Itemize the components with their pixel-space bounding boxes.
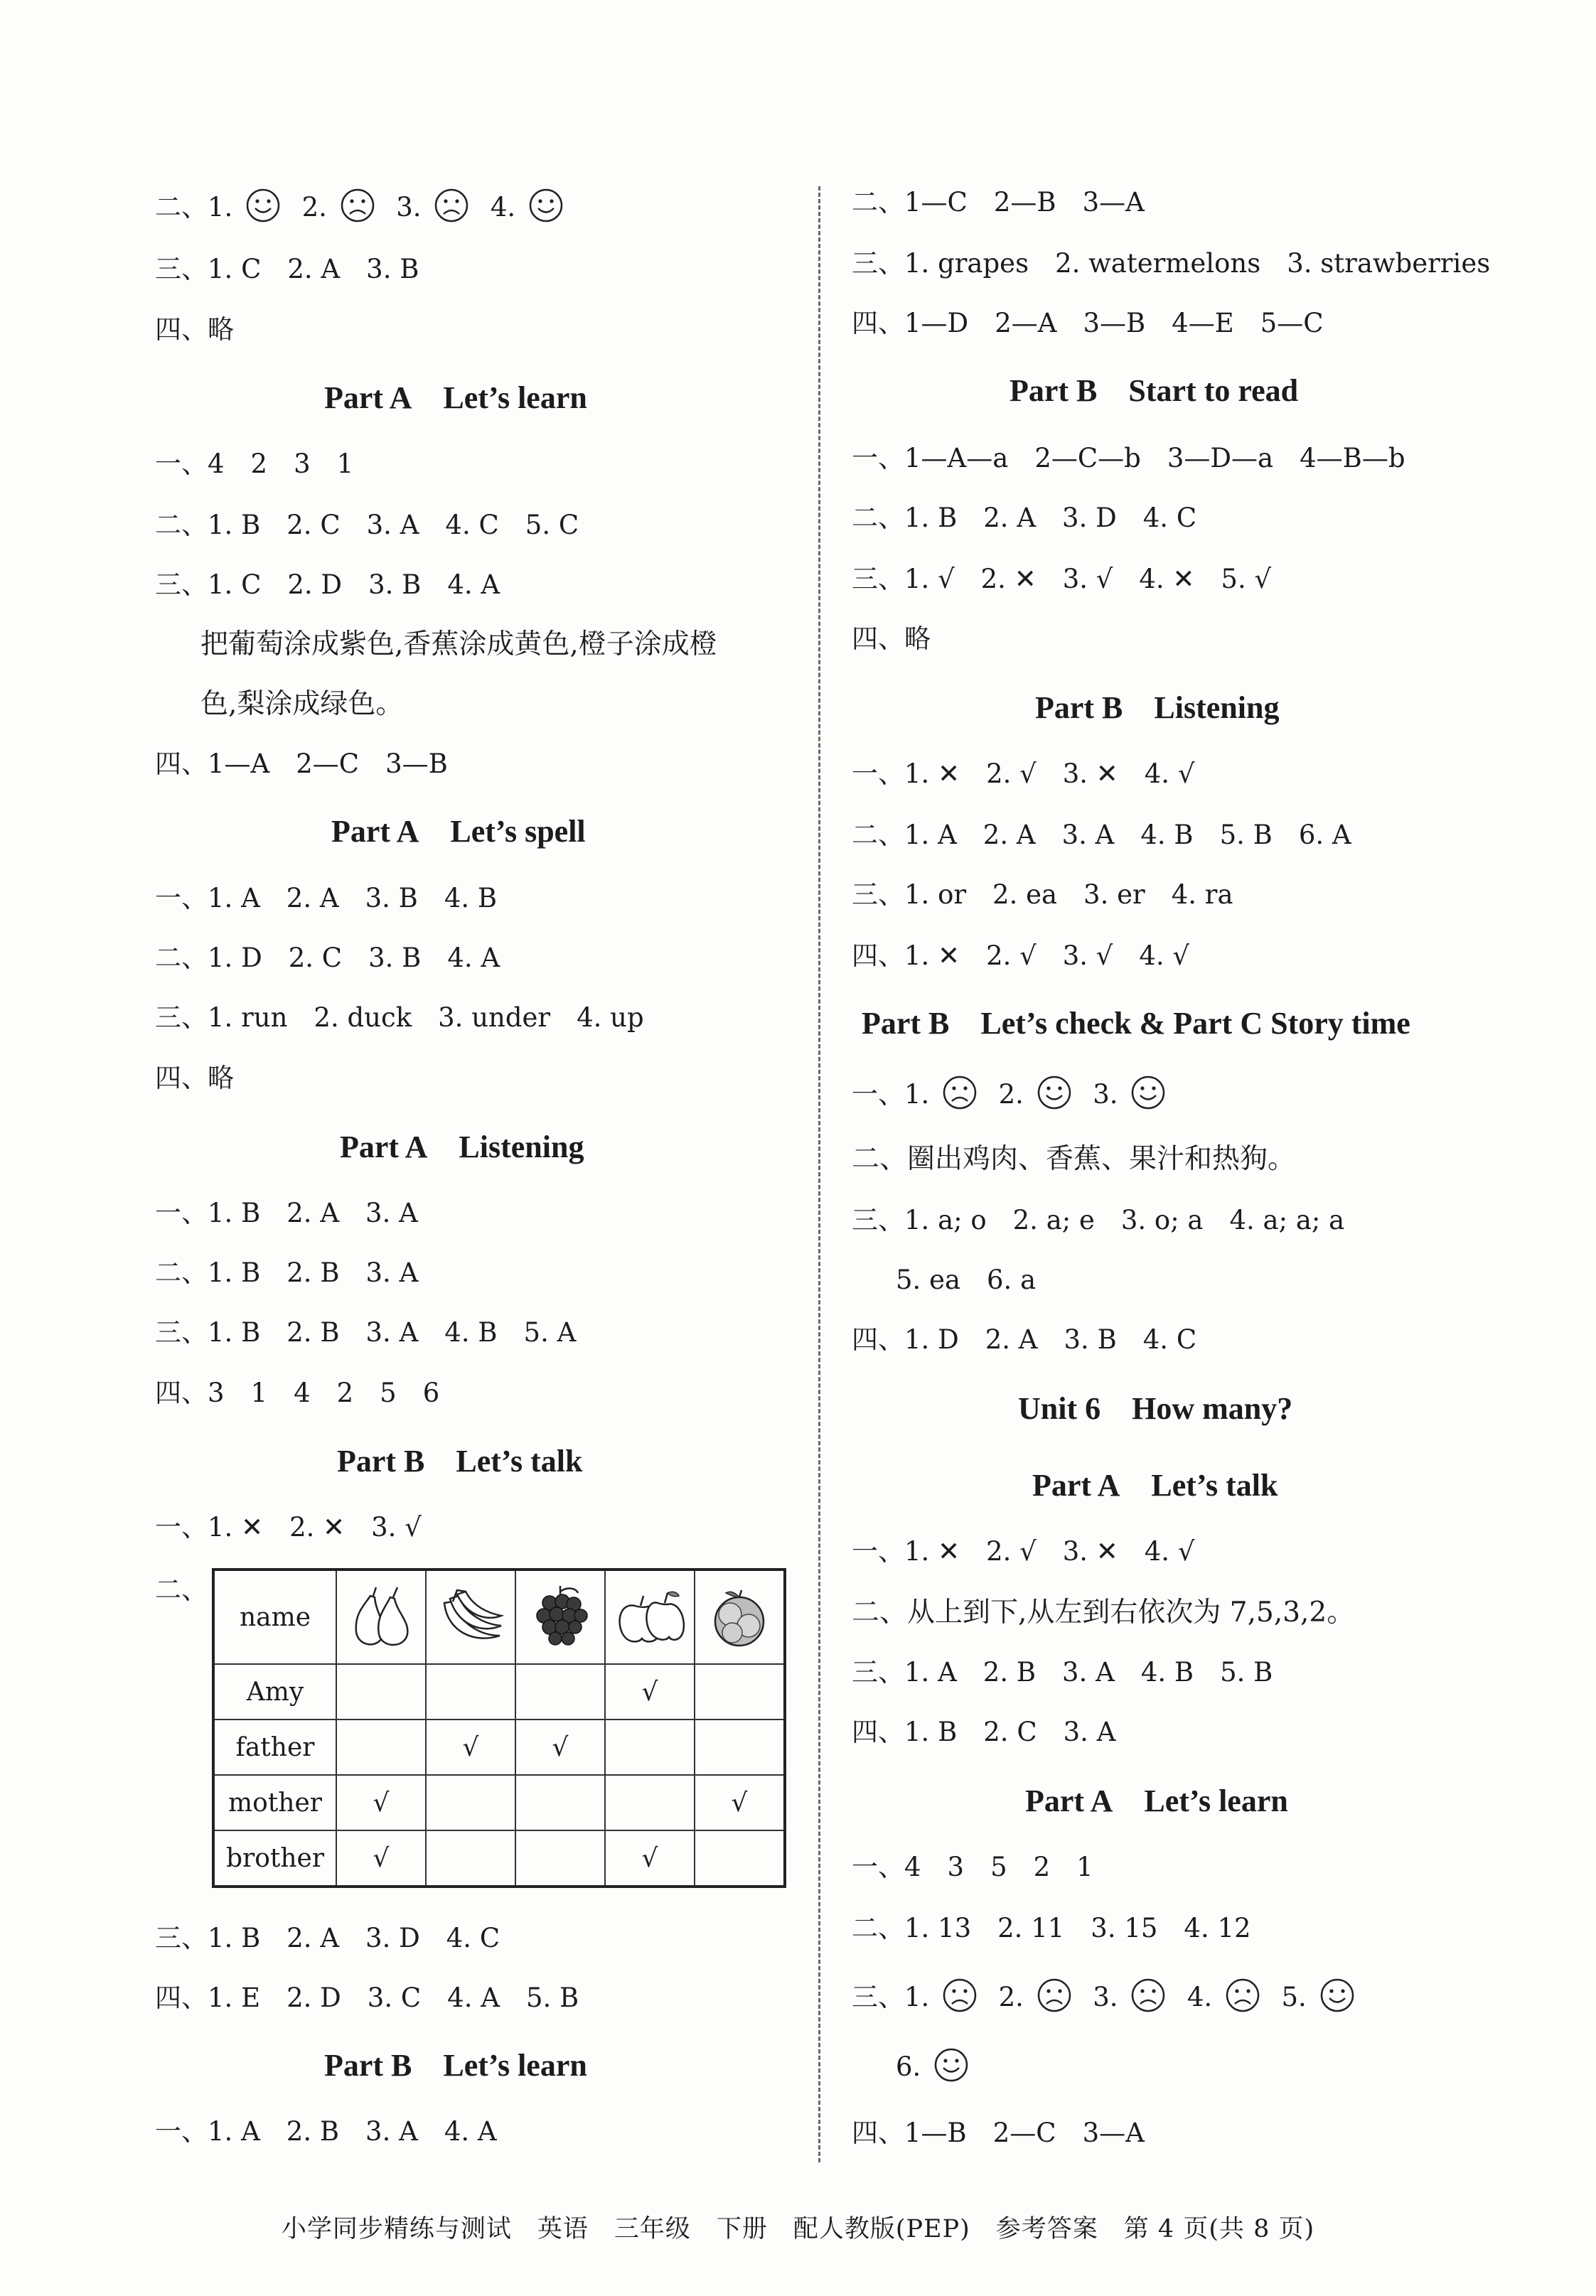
table-cell — [695, 1664, 785, 1720]
table-cell: √ — [515, 1720, 605, 1775]
item-label: 3. — [1093, 1079, 1118, 1110]
sad-face-icon — [1130, 1978, 1166, 2013]
heading-part: Part A — [1025, 1783, 1113, 1818]
orange-icon — [695, 1570, 785, 1664]
table-cell — [426, 1830, 515, 1887]
heading-title: Start to read — [1128, 373, 1299, 408]
table-cell: √ — [605, 1830, 695, 1887]
answer-line: 一、1. B 2. A 3. A — [155, 1198, 418, 1228]
table-cell: √ — [695, 1775, 785, 1830]
sad-face-icon — [942, 1075, 978, 1110]
heading-part: Unit 6 — [1018, 1391, 1101, 1426]
row-name-cell: brother — [213, 1830, 336, 1887]
item-label: 二、1. — [155, 192, 233, 222]
answer-line: 三、1. √ 2. ✕ 3. √ 4. ✕ 5. √ — [852, 564, 1272, 594]
sad-face-icon — [340, 188, 375, 223]
answer-line: 四、1. E 2. D 3. C 4. A 5. B — [155, 1983, 579, 2013]
answer-line: 四、略 — [155, 314, 234, 345]
answer-line: 三、1. B 2. A 3. D 4. C — [155, 1923, 500, 1953]
table-cell — [515, 1664, 605, 1720]
header-name-cell: name — [213, 1570, 336, 1664]
table-cell — [426, 1775, 515, 1830]
answer-line: 三、1. C 2. D 3. B 4. A — [155, 569, 500, 600]
pear-icon — [336, 1570, 426, 1664]
row-name-cell: father — [213, 1720, 336, 1775]
answer-line: 二、1. B 2. C 3. A 4. C 5. C — [155, 510, 579, 540]
answer-line: 5. ea 6. a — [896, 1265, 1037, 1295]
table-cell — [695, 1720, 785, 1775]
answer-line-faces — [852, 1978, 1359, 2017]
section-heading — [331, 810, 586, 853]
sad-face-icon — [434, 188, 469, 223]
smile-face-icon — [528, 188, 564, 223]
table-cell — [515, 1775, 605, 1830]
answer-line-faces — [896, 2047, 973, 2086]
item-label: 一、1. — [852, 1079, 930, 1110]
page-footer: 小学同步精练与测试 英语 三年级 下册 配人教版(PEP) 参考答案 第 4 页(共 8 页) — [281, 2215, 1315, 2243]
smile-face-icon — [1319, 1978, 1355, 2013]
section-heading — [324, 2044, 587, 2087]
answer-line: 二、圈出鸡肉、香蕉、果汁和热狗。 — [852, 1143, 1296, 1175]
section-heading — [1025, 1780, 1288, 1823]
column-divider — [818, 186, 820, 2162]
answer-line: 二、1. D 2. C 3. B 4. A — [155, 943, 500, 973]
answer-line: 四、3 1 4 2 5 6 — [155, 1378, 440, 1408]
answer-line: 三、1. grapes 2. watermelons 3. strawberries — [852, 248, 1491, 279]
heading-part: Part A — [340, 1130, 428, 1164]
table-cell — [605, 1720, 695, 1775]
answer-line: 二、1—C 2—B 3—A — [852, 187, 1145, 218]
answer-line: 一、4 2 3 1 — [155, 449, 354, 479]
sad-face-icon — [1037, 1978, 1072, 2013]
table-row — [213, 1775, 785, 1830]
answer-line: 四、略 — [852, 623, 931, 654]
heading-title: Let’s talk — [456, 1444, 583, 1479]
heading-part: Part A — [324, 380, 412, 415]
item-label: 2. — [998, 1079, 1024, 1110]
smile-face-icon — [1130, 1075, 1166, 1110]
fruit-preference-table — [212, 1568, 786, 1888]
apple-icon — [605, 1570, 695, 1664]
answer-line: 四、1. ✕ 2. √ 3. √ 4. √ — [852, 940, 1189, 971]
banana-icon — [426, 1570, 515, 1664]
answer-line: 二、1. B 2. B 3. A — [155, 1257, 419, 1288]
sad-face-icon — [1225, 1978, 1260, 2013]
heading-title: Let’s learn — [443, 2048, 587, 2083]
answer-line: 三、1. or 2. ea 3. er 4. ra — [852, 879, 1233, 910]
answer-line: 一、1. ✕ 2. ✕ 3. √ — [155, 1512, 422, 1543]
table-cell: √ — [336, 1775, 426, 1830]
answer-line: 把葡萄涂成紫色,香蕉涂成黄色,橙子涂成橙 — [200, 628, 717, 660]
table-cell — [695, 1830, 785, 1887]
answer-line: 二、 — [155, 1575, 208, 1605]
table-cell: √ — [426, 1720, 515, 1775]
item-label: 4. — [490, 192, 516, 222]
answer-line: 三、1. A 2. B 3. A 4. B 5. B — [852, 1657, 1273, 1688]
answer-line: 三、1. C 2. A 3. B — [155, 254, 419, 284]
heading-part: Part B — [324, 2048, 412, 2083]
heading-part: Part B — [1009, 373, 1098, 408]
answer-line: 三、1. B 2. B 3. A 4. B 5. A — [155, 1317, 577, 1348]
section-heading — [1035, 687, 1279, 729]
answer-line-faces — [852, 1075, 1170, 1114]
answer-line: 一、1. ✕ 2. √ 3. ✕ 4. √ — [852, 1536, 1195, 1567]
sad-face-icon — [942, 1978, 978, 2013]
answer-line: 二、从上到下,从左到右依次为 7,5,3,2。 — [852, 1597, 1355, 1629]
table-header-row — [213, 1570, 785, 1664]
answer-line: 一、4 3 5 2 1 — [852, 1852, 1093, 1882]
table-cell — [605, 1775, 695, 1830]
table-cell: √ — [605, 1664, 695, 1720]
answer-line: 三、1. a; o 2. a; e 3. o; a 4. a; a; a — [852, 1205, 1345, 1235]
smile-face-icon — [933, 2047, 969, 2083]
answer-line-faces — [155, 188, 568, 227]
answer-line: 四、略 — [155, 1063, 234, 1093]
section-heading: Part B Let’s check & Part C Story time — [862, 1006, 1410, 1041]
answer-line: 一、1. A 2. A 3. B 4. B — [155, 883, 498, 913]
table-cell — [336, 1664, 426, 1720]
answer-line: 四、1—D 2—A 3—B 4—E 5—C — [852, 308, 1324, 338]
answer-line: 一、1. ✕ 2. √ 3. ✕ 4. √ — [852, 758, 1195, 789]
heading-title: Let’s talk — [1151, 1468, 1278, 1503]
item-label: 3. — [1093, 1982, 1118, 2012]
section-heading — [1032, 1464, 1278, 1507]
answer-line: 三、1. run 2. duck 3. under 4. up — [155, 1002, 644, 1033]
smile-face-icon — [1037, 1075, 1072, 1110]
heading-title: Let’s learn — [443, 380, 587, 415]
item-label: 2. — [301, 192, 327, 222]
answer-line: 一、1. A 2. B 3. A 4. A — [155, 2116, 497, 2147]
answer-line: 四、1. B 2. C 3. A — [852, 1717, 1116, 1747]
table-cell — [336, 1720, 426, 1775]
table-cell: √ — [336, 1830, 426, 1887]
heading-part: Part B — [1035, 690, 1123, 725]
answer-line: 一、1—A—a 2—C—b 3—D—a 4—B—b — [852, 443, 1405, 473]
item-label: 2. — [998, 1982, 1024, 2012]
table-row — [213, 1830, 785, 1887]
table-row — [213, 1664, 785, 1720]
smile-face-icon — [245, 188, 281, 223]
section-heading — [337, 1440, 582, 1483]
row-name-cell: mother — [213, 1775, 336, 1830]
heading-title: Let’s spell — [450, 814, 586, 849]
table-cell — [426, 1664, 515, 1720]
table-cell — [515, 1830, 605, 1887]
item-label: 6. — [896, 2051, 921, 2082]
heading-part: Part B — [337, 1444, 425, 1479]
heading-title: Let’s learn — [1144, 1783, 1288, 1818]
heading-part: Part A — [331, 814, 419, 849]
row-name-cell: Amy — [213, 1664, 336, 1720]
heading-part: Part A — [1032, 1468, 1120, 1503]
answer-line: 色,梨涂成绿色。 — [200, 688, 404, 720]
section-heading — [1009, 370, 1298, 412]
grapes-icon — [515, 1570, 605, 1664]
table-row — [213, 1720, 785, 1775]
answer-line: 二、1. B 2. A 3. D 4. C — [852, 503, 1197, 533]
answer-line: 四、1—A 2—C 3—B — [155, 749, 448, 779]
item-label: 3. — [396, 192, 422, 222]
heading-title: Listening — [1154, 690, 1280, 725]
item-label: 4. — [1187, 1982, 1213, 2012]
heading-title: How many? — [1132, 1391, 1293, 1426]
section-heading — [324, 377, 587, 419]
heading-title: Listening — [459, 1130, 584, 1164]
answer-line: 二、1. 13 2. 11 3. 15 4. 12 — [852, 1913, 1251, 1943]
answer-line: 二、1. A 2. A 3. A 4. B 5. B 6. A — [852, 820, 1351, 850]
item-label: 三、1. — [852, 1982, 930, 2012]
unit-heading — [1018, 1388, 1292, 1430]
answer-line: 四、1—B 2—C 3—A — [852, 2118, 1145, 2148]
answer-line: 四、1. D 2. A 3. B 4. C — [852, 1324, 1197, 1355]
section-heading — [340, 1126, 584, 1169]
item-label: 5. — [1281, 1982, 1307, 2012]
